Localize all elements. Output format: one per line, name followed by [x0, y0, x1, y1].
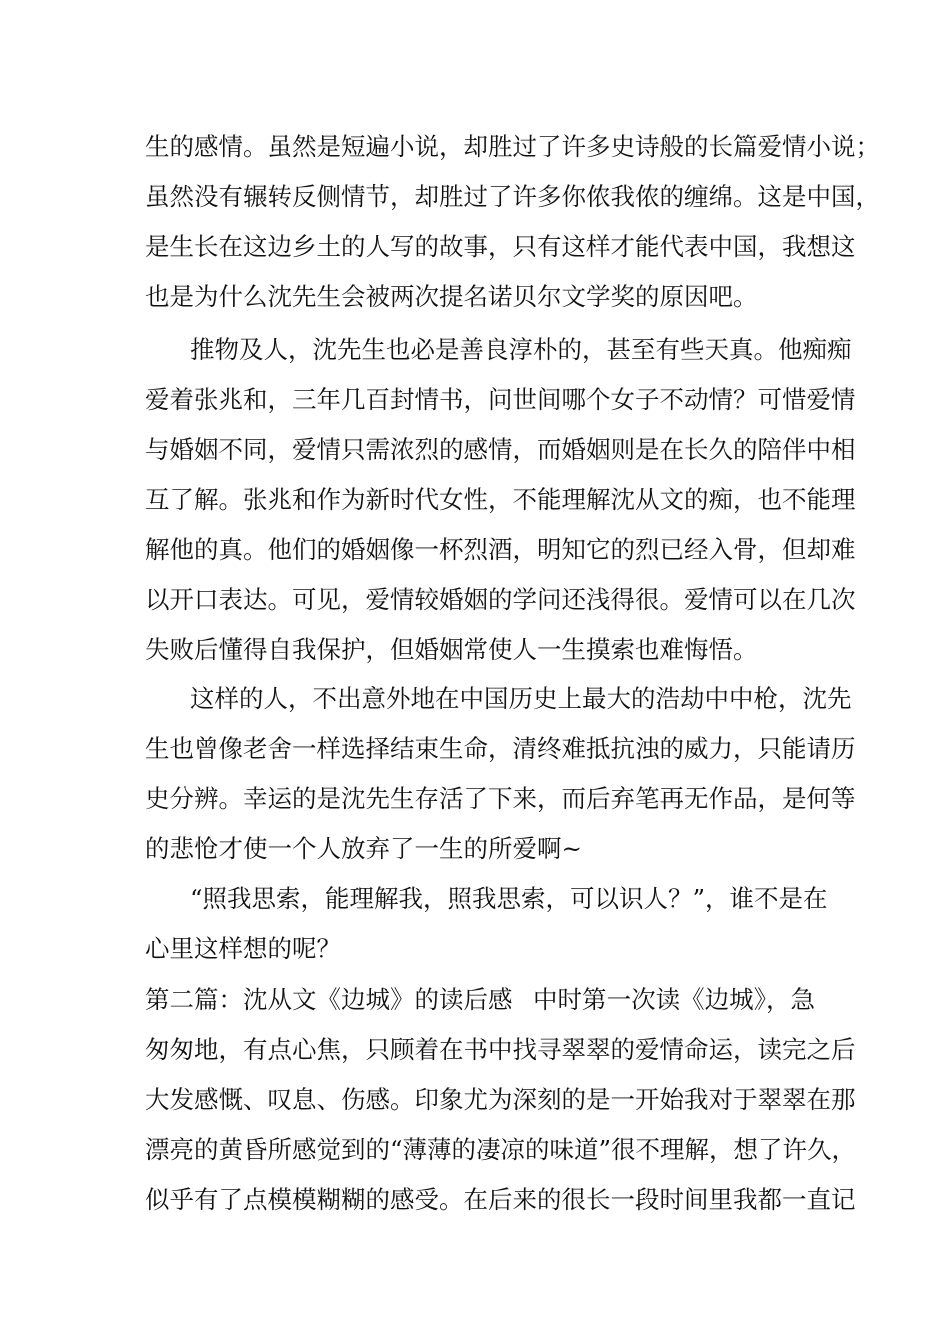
text-line: 中时第一次读《边城》，急	[533, 985, 815, 1014]
text-line: 大发感慨、叹息、伤感。印象尤为深刻的是一开始我对于翠翠在那	[145, 1085, 856, 1114]
text-line: 心里这样想的呢？	[145, 934, 341, 963]
text-line: 虽然没有辗转反侧情节，却胜过了许多你侬我侬的缠绵。这是中国，	[145, 182, 880, 211]
text-line: 爱着张兆和，三年几百封情书，问世间哪个女子不动情？可惜爱情	[145, 385, 856, 414]
second-article-heading: 第二篇：沈从文《边城》的读后感	[145, 985, 513, 1014]
text-line: 的悲怆才使一个人放弃了一生的所爱啊~	[145, 834, 583, 863]
text-line: 失败后懂得自我保护，但婚姻常使人一生摸索也难悔悟。	[145, 635, 758, 664]
text-line: 以开口表达。可见，爱情较婚姻的学问还浅得很。爱情可以在几次	[145, 585, 856, 614]
second-article-first-line	[145, 985, 815, 1015]
text-line: 似乎有了点模模糊糊的感受。在后来的很长一段时间里我都一直记	[145, 1185, 856, 1214]
text-line: 生也曾像老舍一样选择结束生命，清终难抵抗浊的威力，只能请历	[145, 734, 856, 763]
text-line: 是生长在这边乡土的人写的故事，只有这样才能代表中国，我想这	[145, 232, 856, 261]
text-line: 与婚姻不同，爱情只需浓烈的感情，而婚姻则是在长久的陪伴中相	[145, 435, 856, 464]
text-line: 这样的人，不出意外地在中国历史上最大的浩劫中中枪，沈先	[190, 684, 852, 713]
text-line: 匆匆地，有点心焦，只顾着在书中找寻翠翠的爱情命运，读完之后	[145, 1035, 856, 1064]
text-line: 漂亮的黄昏所感觉到的“薄薄的凄凉的味道”很不理解，想了许久，	[145, 1135, 857, 1164]
text-line: 也是为什么沈先生会被两次提名诺贝尔文学奖的原因吧。	[145, 282, 758, 311]
text-line: 推物及人，沈先生也必是善良淳朴的，甚至有些天真。他痴痴	[190, 335, 852, 364]
text-line: 互了解。张兆和作为新时代女性，不能理解沈从文的痴，也不能理	[145, 485, 856, 514]
text-line: 解他的真。他们的婚姻像一杯烈酒，明知它的烈已经入骨，但却难	[145, 535, 856, 564]
text-line: 史分辨。幸运的是沈先生存活了下来，而后弃笔再无作品，是何等	[145, 784, 856, 813]
text-line: “照我思索，能理解我，照我思索，可以识人？”，谁不是在	[190, 884, 828, 913]
text-line: 生的感情。虽然是短遍小说，却胜过了许多史诗般的长篇爱情小说；	[145, 132, 880, 161]
